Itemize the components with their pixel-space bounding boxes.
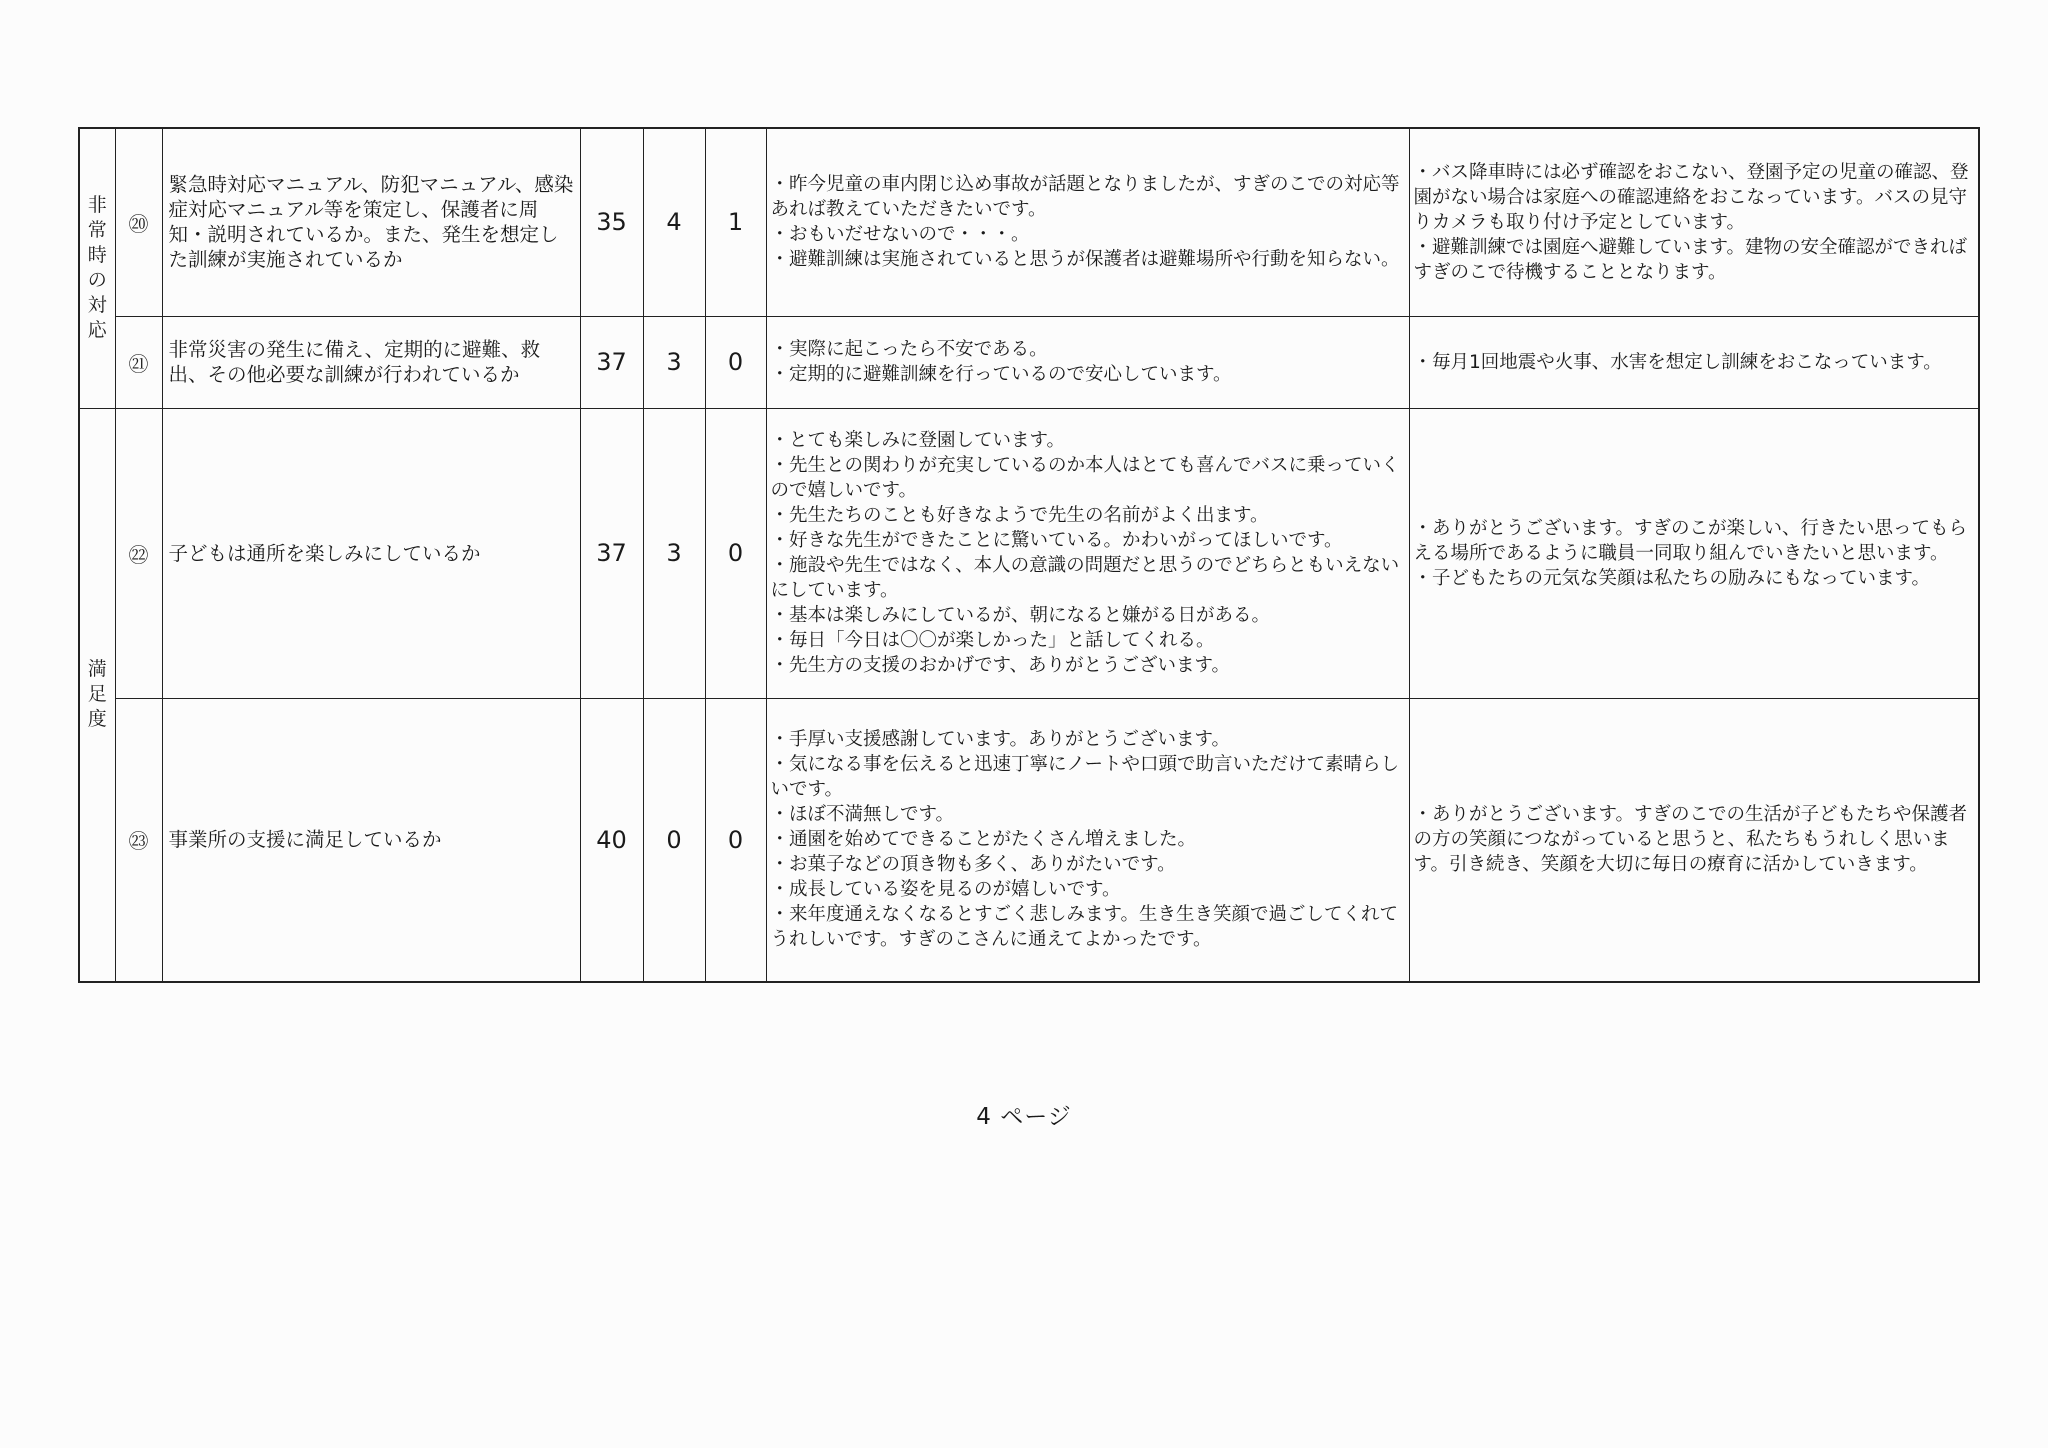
table-row xyxy=(79,316,1979,408)
question-text: 緊急時対応マニュアル、防犯マニュアル、感染症対応マニュアル等を策定し、保護者に周知・説明されているか。また、発生を想定した訓練が実施されているか xyxy=(162,128,580,316)
evaluation-table xyxy=(78,127,1980,983)
table-row xyxy=(79,408,1979,698)
item-number: ㉓ xyxy=(115,698,162,982)
count-neutral: 0 xyxy=(643,698,705,982)
question-text: 事業所の支援に満足しているか xyxy=(162,698,580,982)
parent-comments: ・手厚い支援感謝しています。ありがとうございます。 ・気になる事を伝えると迅速丁寧にノートや口頭で助言いただけて素晴らしいです。 ・ほぼ不満無しです。 ・通園を始めてできることがたくさん増えました。 ・お菓子などの頂き物も多く、ありがたいです。 ・成長している姿を見るのが嬉しいです。 ・来年度通えなくなるとすごく悲しみます。生き生き笑顔で過ごしてくれてうれしいです。すぎのこさんに通えてよかったです。 xyxy=(766,698,1409,982)
facility-comments: ・ありがとうございます。すぎのこでの生活が子どもたちや保護者の方の笑顔につながっていると思うと、私たちもうれしく思います。引き続き、笑顔を大切に毎日の療育に活かしていきます。 xyxy=(1409,698,1979,982)
count-no: 1 xyxy=(705,128,766,316)
parent-comments: ・昨今児童の車内閉じ込め事故が話題となりましたが、すぎのこでの対応等あれば教えていただきたいです。 ・おもいだせないので・・・。 ・避難訓練は実施されていると思うが保護者は避難場所や行動を知らない。 xyxy=(766,128,1409,316)
page-number: 4 ページ xyxy=(976,1104,1072,1130)
count-neutral: 3 xyxy=(643,316,705,408)
facility-comments: ・毎月1回地震や火事、水害を想定し訓練をおこなっています。 xyxy=(1409,316,1979,408)
count-yes: 35 xyxy=(580,128,643,316)
item-number: ㉑ xyxy=(115,316,162,408)
table-row xyxy=(79,698,1979,982)
question-text: 非常災害の発生に備え、定期的に避難、救出、その他必要な訓練が行われているか xyxy=(162,316,580,408)
count-yes: 37 xyxy=(580,316,643,408)
facility-comments: ・バス降車時には必ず確認をおこない、登園予定の児童の確認、登園がない場合は家庭への確認連絡をおこなっています。バスの見守りカメラも取り付け予定としています。 ・避難訓練では園庭へ避難しています。建物の安全確認ができればすぎのこで待機することとなります。 xyxy=(1409,128,1979,316)
item-number: ㉒ xyxy=(115,408,162,698)
count-no: 0 xyxy=(705,316,766,408)
category-satisfaction: 満 足 度 xyxy=(79,408,115,982)
count-no: 0 xyxy=(705,698,766,982)
parent-comments: ・とても楽しみに登園しています。 ・先生との関わりが充実しているのか本人はとても喜んでバスに乗っていくので嬉しいです。 ・先生たちのことも好きなようで先生の名前がよく出ます。 ・好きな先生ができたことに驚いている。かわいがってほしいです。 ・施設や先生ではなく、本人の意識の問題だと思うのでどちらともいえないにしています。 ・基本は楽しみにしているが、朝になると嫌がる日がある。 ・毎日「今日は〇〇が楽しかった」と話してくれる。 ・先生方の支援のおかげです、ありがとうございます。 xyxy=(766,408,1409,698)
item-number: ⑳ xyxy=(115,128,162,316)
count-neutral: 3 xyxy=(643,408,705,698)
category-emergency: 非 常 時 の 対 応 xyxy=(79,128,115,408)
question-text: 子どもは通所を楽しみにしているか xyxy=(162,408,580,698)
facility-comments: ・ありがとうございます。すぎのこが楽しい、行きたい思ってもらえる場所であるように職員一同取り組んでいきたいと思います。 ・子どもたちの元気な笑顔は私たちの励みにもなっています。 xyxy=(1409,408,1979,698)
count-yes: 40 xyxy=(580,698,643,982)
table-row xyxy=(79,128,1979,316)
count-yes: 37 xyxy=(580,408,643,698)
count-no: 0 xyxy=(705,408,766,698)
count-neutral: 4 xyxy=(643,128,705,316)
parent-comments: ・実際に起こったら不安である。 ・定期的に避難訓練を行っているので安心しています。 xyxy=(766,316,1409,408)
